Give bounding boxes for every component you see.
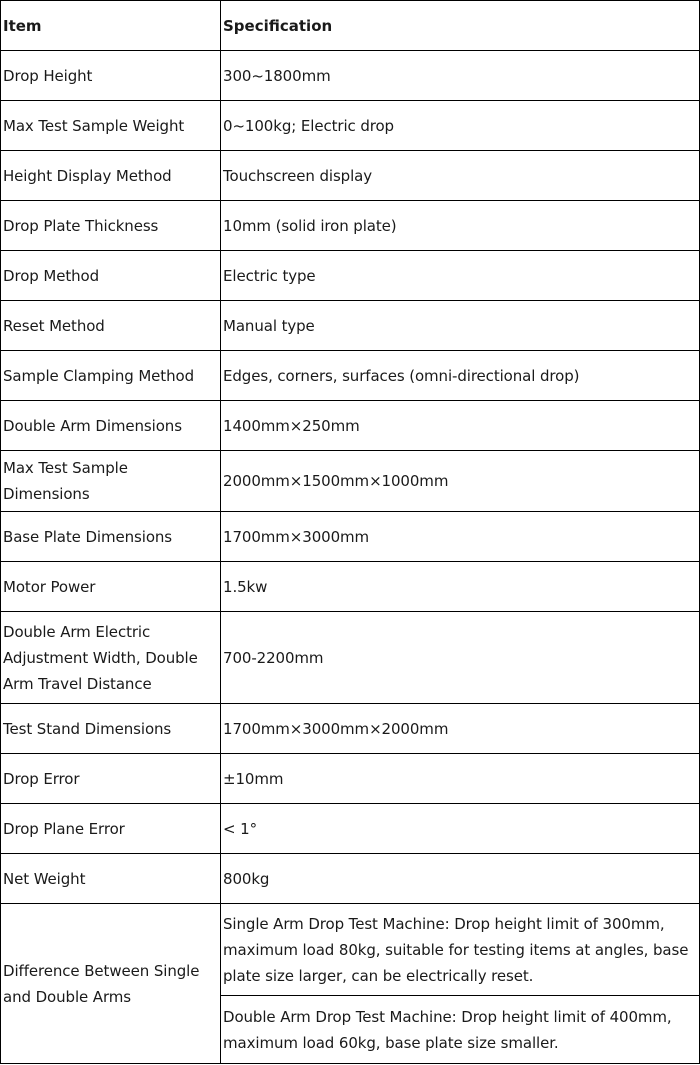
table-row bbox=[1, 201, 700, 251]
row-spec: 10mm (solid iron plate) bbox=[221, 201, 700, 251]
row-item: Drop Height bbox=[1, 51, 221, 101]
table-row bbox=[1, 101, 700, 151]
row-item: Sample Clamping Method bbox=[1, 351, 221, 401]
difference-row-single bbox=[1, 904, 700, 996]
row-spec: 1.5kw bbox=[221, 562, 700, 612]
row-spec: 1700mm×3000mm bbox=[221, 512, 700, 562]
table-row bbox=[1, 351, 700, 401]
row-spec: 1700mm×3000mm×2000mm bbox=[221, 704, 700, 754]
row-item: Drop Method bbox=[1, 251, 221, 301]
row-spec: Touchscreen display bbox=[221, 151, 700, 201]
row-spec: < 1° bbox=[221, 804, 700, 854]
table-row bbox=[1, 854, 700, 904]
row-spec: 700-2200mm bbox=[221, 612, 700, 704]
table-row bbox=[1, 51, 700, 101]
row-item: Drop Plane Error bbox=[1, 804, 221, 854]
row-spec: Electric type bbox=[221, 251, 700, 301]
row-spec: 800kg bbox=[221, 854, 700, 904]
difference-item: Difference Between Single and Double Arms bbox=[1, 904, 221, 1064]
table-header-row bbox=[1, 1, 700, 51]
row-spec: Edges, corners, surfaces (omni-directional drop) bbox=[221, 351, 700, 401]
table-row bbox=[1, 151, 700, 201]
row-spec: 300~1800mm bbox=[221, 51, 700, 101]
row-item: Height Display Method bbox=[1, 151, 221, 201]
double-arm-spec: Double Arm Drop Test Machine: Drop height limit of 400mm, maximum load 60kg, base plate size smaller. bbox=[221, 996, 700, 1064]
header-specification: Specification bbox=[221, 1, 700, 51]
table-row bbox=[1, 562, 700, 612]
row-item: Drop Error bbox=[1, 754, 221, 804]
table-row bbox=[1, 512, 700, 562]
single-arm-spec: Single Arm Drop Test Machine: Drop height limit of 300mm, maximum load 80kg, suitable for testing items at angles, base plate size larger, can be electrically reset. bbox=[221, 904, 700, 996]
table-row bbox=[1, 754, 700, 804]
row-spec: 1400mm×250mm bbox=[221, 401, 700, 451]
row-spec: 0~100kg; Electric drop bbox=[221, 101, 700, 151]
row-item: Base Plate Dimensions bbox=[1, 512, 221, 562]
table-row bbox=[1, 612, 700, 704]
table-row bbox=[1, 301, 700, 351]
header-item: Item bbox=[1, 1, 221, 51]
table-row bbox=[1, 451, 700, 512]
table-row bbox=[1, 401, 700, 451]
row-item: Net Weight bbox=[1, 854, 221, 904]
table-row bbox=[1, 251, 700, 301]
table-row bbox=[1, 704, 700, 754]
row-spec: Manual type bbox=[221, 301, 700, 351]
row-item: Test Stand Dimensions bbox=[1, 704, 221, 754]
row-item: Max Test Sample Dimensions bbox=[1, 451, 221, 512]
row-item: Double Arm Electric Adjustment Width, Double Arm Travel Distance bbox=[1, 612, 221, 704]
row-spec: 2000mm×1500mm×1000mm bbox=[221, 451, 700, 512]
row-item: Drop Plate Thickness bbox=[1, 201, 221, 251]
row-item: Reset Method bbox=[1, 301, 221, 351]
row-spec: ±10mm bbox=[221, 754, 700, 804]
table-row bbox=[1, 804, 700, 854]
row-item: Motor Power bbox=[1, 562, 221, 612]
row-item: Double Arm Dimensions bbox=[1, 401, 221, 451]
row-item: Max Test Sample Weight bbox=[1, 101, 221, 151]
